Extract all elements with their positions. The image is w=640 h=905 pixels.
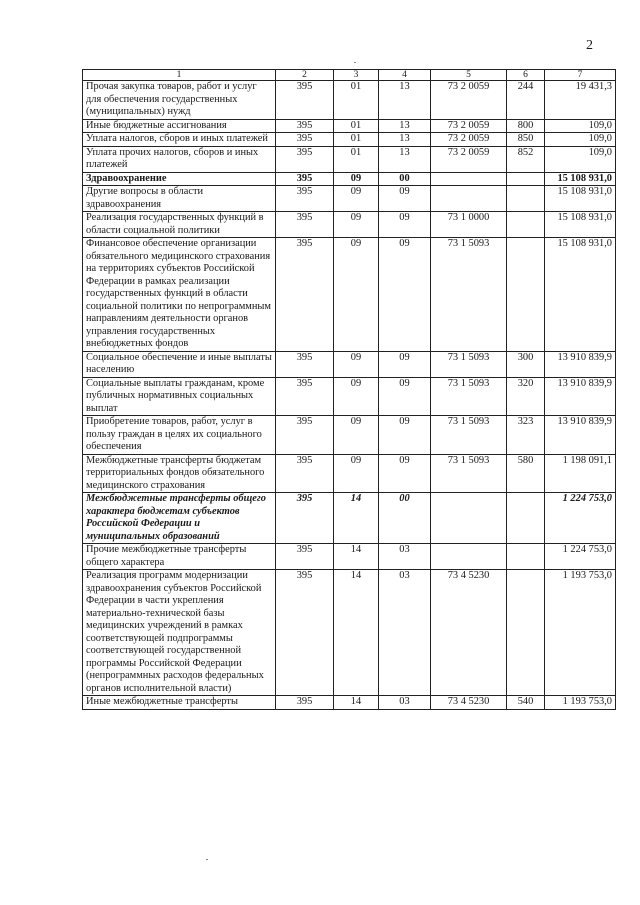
section-code-cell: 09 (334, 377, 379, 416)
column-numbers-row (83, 70, 616, 81)
amount-cell: 1 224 753,0 (545, 493, 616, 544)
ministry-code-cell: 395 (276, 212, 334, 238)
ministry-code-cell: 395 (276, 493, 334, 544)
ministry-code-cell: 395 (276, 172, 334, 186)
subsection-code-cell: 09 (379, 212, 431, 238)
subsection-code-cell: 09 (379, 238, 431, 352)
amount-cell: 13 910 839,9 (545, 377, 616, 416)
section-code-cell: 09 (334, 238, 379, 352)
amount-cell: 1 193 753,0 (545, 570, 616, 696)
target-article-cell: 73 1 5093 (431, 377, 507, 416)
ministry-code-cell: 395 (276, 416, 334, 455)
amount-cell: 13 910 839,9 (545, 351, 616, 377)
expense-type-cell (507, 493, 545, 544)
ministry-code-cell: 395 (276, 81, 334, 120)
table-row (83, 172, 616, 186)
target-article-cell: 73 4 5230 (431, 570, 507, 696)
expense-name-cell: Здравоохранение (83, 172, 276, 186)
target-article-cell: 73 1 5093 (431, 454, 507, 493)
section-code-cell: 14 (334, 696, 379, 710)
section-code-cell: 09 (334, 212, 379, 238)
expense-name-cell: Прочая закупка товаров, работ и услуг для обеспечения государственных (муниципальных) нужд (83, 81, 276, 120)
subsection-code-cell: 13 (379, 81, 431, 120)
ministry-code-cell: 395 (276, 544, 334, 570)
expense-name-cell: Приобретение товаров, работ, услуг в пользу граждан в целях их социального обеспечения (83, 416, 276, 455)
amount-cell: 1 193 753,0 (545, 696, 616, 710)
subsection-code-cell: 09 (379, 351, 431, 377)
target-article-cell: 73 1 5093 (431, 351, 507, 377)
subsection-code-cell: 00 (379, 493, 431, 544)
amount-cell: 109,0 (545, 146, 616, 172)
section-code-cell: 01 (334, 81, 379, 120)
column-header: 3 (334, 70, 379, 81)
target-article-cell (431, 186, 507, 212)
table-row (83, 377, 616, 416)
scan-speck (354, 62, 356, 63)
amount-cell: 13 910 839,9 (545, 416, 616, 455)
column-header: 1 (83, 70, 276, 81)
expense-name-cell: Другие вопросы в области здравоохранения (83, 186, 276, 212)
subsection-code-cell: 09 (379, 377, 431, 416)
ministry-code-cell: 395 (276, 133, 334, 147)
section-code-cell: 09 (334, 454, 379, 493)
expense-type-cell: 800 (507, 119, 545, 133)
amount-cell: 15 108 931,0 (545, 212, 616, 238)
ministry-code-cell: 395 (276, 351, 334, 377)
table-row (83, 212, 616, 238)
expense-name-cell: Реализация государственных функций в области социальной политики (83, 212, 276, 238)
expense-name-cell: Социальные выплаты гражданам, кроме публичных нормативных социальных выплат (83, 377, 276, 416)
table-row (83, 238, 616, 352)
expense-type-cell: 244 (507, 81, 545, 120)
expense-type-cell (507, 212, 545, 238)
target-article-cell: 73 2 0059 (431, 133, 507, 147)
amount-cell: 109,0 (545, 133, 616, 147)
ministry-code-cell: 395 (276, 696, 334, 710)
subsection-code-cell: 03 (379, 544, 431, 570)
expense-name-cell: Прочие межбюджетные трансферты общего характера (83, 544, 276, 570)
column-header: 2 (276, 70, 334, 81)
amount-cell: 15 108 931,0 (545, 186, 616, 212)
column-header: 7 (545, 70, 616, 81)
ministry-code-cell: 395 (276, 119, 334, 133)
table-row (83, 146, 616, 172)
expense-type-cell: 850 (507, 133, 545, 147)
expense-type-cell (507, 186, 545, 212)
expense-name-cell: Межбюджетные трансферты бюджетам территориальных фондов обязательного медицинского страхования (83, 454, 276, 493)
amount-cell: 19 431,3 (545, 81, 616, 120)
expense-name-cell: Социальное обеспечение и иные выплаты населению (83, 351, 276, 377)
table-row (83, 570, 616, 696)
expense-type-cell: 320 (507, 377, 545, 416)
column-header: 6 (507, 70, 545, 81)
subsection-code-cell: 00 (379, 172, 431, 186)
expense-name-cell: Финансовое обеспечение организации обязательного медицинского страхования на территориях субъектов Российской Федерации в рамках реализации государственных функций в области социальной политики по непрограммным направлениям деятельности органов управления государственных внебюджетных фондов (83, 238, 276, 352)
ministry-code-cell: 395 (276, 377, 334, 416)
ministry-code-cell: 395 (276, 454, 334, 493)
expense-type-cell (507, 238, 545, 352)
target-article-cell: 73 2 0059 (431, 81, 507, 120)
budget-table (82, 69, 616, 710)
target-article-cell (431, 544, 507, 570)
table-row (83, 351, 616, 377)
subsection-code-cell: 13 (379, 146, 431, 172)
scan-speck (206, 859, 208, 860)
table-row (83, 416, 616, 455)
expense-name-cell: Иные межбюджетные трансферты (83, 696, 276, 710)
column-header: 5 (431, 70, 507, 81)
amount-cell: 109,0 (545, 119, 616, 133)
subsection-code-cell: 09 (379, 416, 431, 455)
section-code-cell: 01 (334, 133, 379, 147)
table-row (83, 696, 616, 710)
ministry-code-cell: 395 (276, 238, 334, 352)
section-code-cell: 01 (334, 146, 379, 172)
table-row (83, 81, 616, 120)
section-code-cell: 09 (334, 186, 379, 212)
expense-type-cell: 323 (507, 416, 545, 455)
amount-cell: 15 108 931,0 (545, 172, 616, 186)
target-article-cell: 73 4 5230 (431, 696, 507, 710)
subsection-code-cell: 13 (379, 133, 431, 147)
target-article-cell: 73 1 0000 (431, 212, 507, 238)
table-row (83, 544, 616, 570)
table-row (83, 133, 616, 147)
table-row (83, 493, 616, 544)
expense-name-cell: Иные бюджетные ассигнования (83, 119, 276, 133)
ministry-code-cell: 395 (276, 570, 334, 696)
amount-cell: 1 224 753,0 (545, 544, 616, 570)
subsection-code-cell: 03 (379, 696, 431, 710)
target-article-cell: 73 2 0059 (431, 119, 507, 133)
expense-type-cell: 852 (507, 146, 545, 172)
section-code-cell: 09 (334, 351, 379, 377)
section-code-cell: 14 (334, 493, 379, 544)
section-code-cell: 14 (334, 570, 379, 696)
subsection-code-cell: 03 (379, 570, 431, 696)
table-body (83, 70, 616, 710)
expense-type-cell (507, 544, 545, 570)
section-code-cell: 09 (334, 416, 379, 455)
amount-cell: 1 198 091,1 (545, 454, 616, 493)
column-header: 4 (379, 70, 431, 81)
table-row (83, 454, 616, 493)
target-article-cell (431, 493, 507, 544)
expense-name-cell: Реализация программ модернизации здравоохранения субъектов Российской Федерации в части укрепления материально-технической базы медицинских учреждений в рамках соответствующей подпрограммы соответствующей государственной программы Российской Федерации (непрограммных расходов федеральных органов исполнительной власти) (83, 570, 276, 696)
expense-type-cell (507, 172, 545, 186)
target-article-cell: 73 1 5093 (431, 238, 507, 352)
expense-type-cell (507, 570, 545, 696)
ministry-code-cell: 395 (276, 186, 334, 212)
expense-name-cell: Уплата налогов, сборов и иных платежей (83, 133, 276, 147)
section-code-cell: 14 (334, 544, 379, 570)
expense-type-cell: 300 (507, 351, 545, 377)
subsection-code-cell: 09 (379, 454, 431, 493)
section-code-cell: 09 (334, 172, 379, 186)
expense-name-cell: Уплата прочих налогов, сборов и иных платежей (83, 146, 276, 172)
expense-name-cell: Межбюджетные трансферты общего характера бюджетам субъектов Российской Федерации и муниципальных образований (83, 493, 276, 544)
expense-type-cell: 580 (507, 454, 545, 493)
ministry-code-cell: 395 (276, 146, 334, 172)
target-article-cell: 73 2 0059 (431, 146, 507, 172)
table-row (83, 186, 616, 212)
target-article-cell: 73 1 5093 (431, 416, 507, 455)
subsection-code-cell: 13 (379, 119, 431, 133)
section-code-cell: 01 (334, 119, 379, 133)
subsection-code-cell: 09 (379, 186, 431, 212)
table-row (83, 119, 616, 133)
expense-type-cell: 540 (507, 696, 545, 710)
amount-cell: 15 108 931,0 (545, 238, 616, 352)
target-article-cell (431, 172, 507, 186)
page-number: 2 (586, 38, 593, 53)
